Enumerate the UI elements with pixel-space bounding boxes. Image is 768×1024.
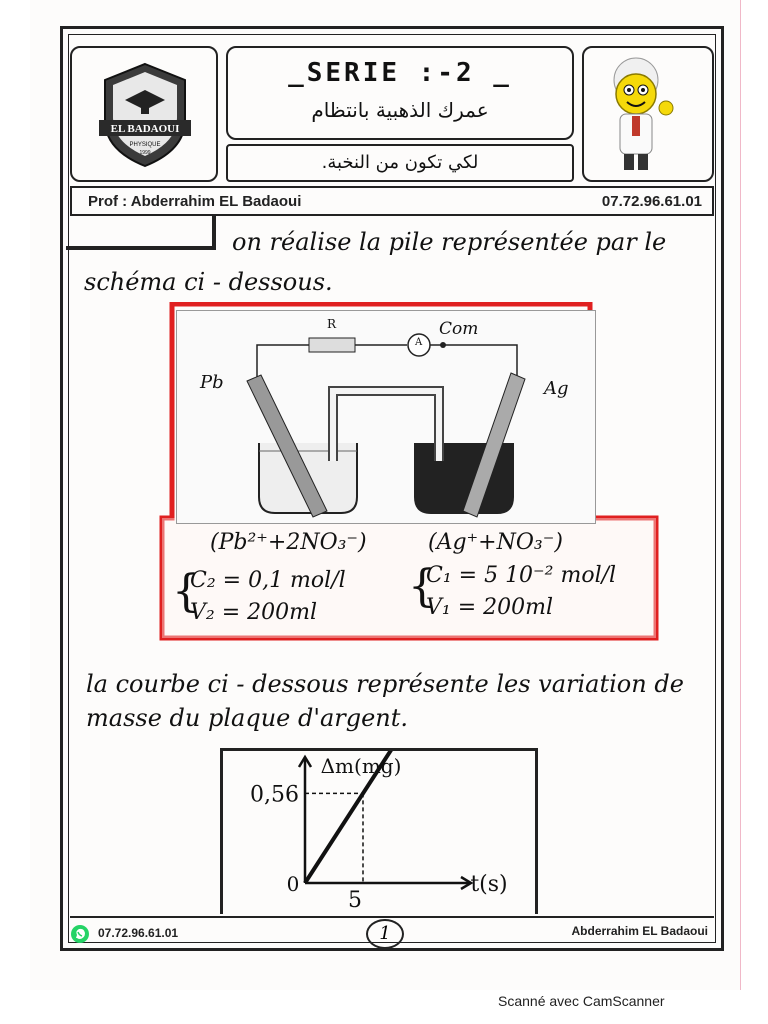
footer-phone: 07.72.96.61.01 — [98, 926, 179, 940]
left-solution-volume: V₂ = 200ml — [190, 600, 318, 625]
pb-electrode-label: Pb — [200, 372, 224, 393]
right-solution-volume: V₁ = 200ml — [426, 595, 554, 620]
right-solution-name: (Ag⁺+NO₃⁻) — [428, 530, 563, 555]
info-bar — [70, 186, 714, 216]
resistor-label: R — [327, 317, 337, 331]
left-solution-concentration: C₂ = 0,1 mol/l — [190, 568, 346, 593]
prof-name: Prof : Abderrahim EL Badaoui — [88, 193, 302, 210]
y-tick-label: 0,56 — [250, 782, 299, 808]
mass-graph-box — [220, 748, 538, 914]
pile-diagram — [176, 310, 596, 524]
footer-author: Abderrahim EL Badaoui — [571, 924, 708, 938]
pile-diagram-svg — [177, 311, 595, 523]
arabic-subtitle-box — [226, 144, 574, 182]
curve-line-2: masse du plaque d'argent. — [86, 704, 409, 732]
phone-number: 07.72.96.61.01 — [601, 193, 702, 210]
ag-electrode-label: Ag — [544, 378, 569, 399]
right-solution-concentration: C₁ = 5 10⁻² mol/l — [426, 563, 617, 588]
camscanner-watermark: Scanné avec CamScanner — [498, 993, 665, 1009]
right-brace: { — [408, 561, 436, 612]
ammeter-label: A — [415, 337, 423, 348]
page-number: 1 — [366, 919, 404, 949]
y-axis-label: Δm(mg) — [320, 754, 402, 778]
svg-text:1999: 1999 — [139, 150, 151, 156]
series-title: _SERIE :-2 _ — [288, 58, 512, 88]
footer — [70, 916, 714, 948]
left-brace: { — [172, 566, 200, 617]
left-solution-name: (Pb²⁺+2NO₃⁻) — [210, 530, 367, 555]
series-title-box — [226, 46, 574, 140]
com-label: Com — [439, 319, 479, 339]
logo-box — [70, 46, 218, 182]
x-axis-label: t(s) — [470, 872, 508, 897]
avatar-box — [582, 46, 714, 182]
x-tick-label: 5 — [348, 888, 362, 913]
svg-text:EL BADAOUI: EL BADAOUI — [110, 123, 180, 135]
whatsapp-icon — [70, 924, 90, 944]
bracket-marker — [66, 216, 216, 250]
el-badaoui-logo — [95, 60, 195, 170]
arabic-motto: عمرك الذهبية بانتظام — [311, 98, 489, 122]
svg-text:PHYSIQUE: PHYSIQUE — [129, 142, 161, 148]
curve-line-1: la courbe ci - dessous représente les variation de — [86, 670, 684, 698]
origin-label: 0 — [286, 872, 300, 896]
intro-line-1: on réalise la pile représentée par le — [232, 228, 667, 256]
mass-graph — [223, 751, 535, 914]
arabic-subtitle: لكي تكون من النخبة. — [321, 152, 479, 173]
intro-line-2: schéma ci - dessous. — [84, 268, 333, 296]
scientist-mascot-icon — [584, 48, 712, 180]
